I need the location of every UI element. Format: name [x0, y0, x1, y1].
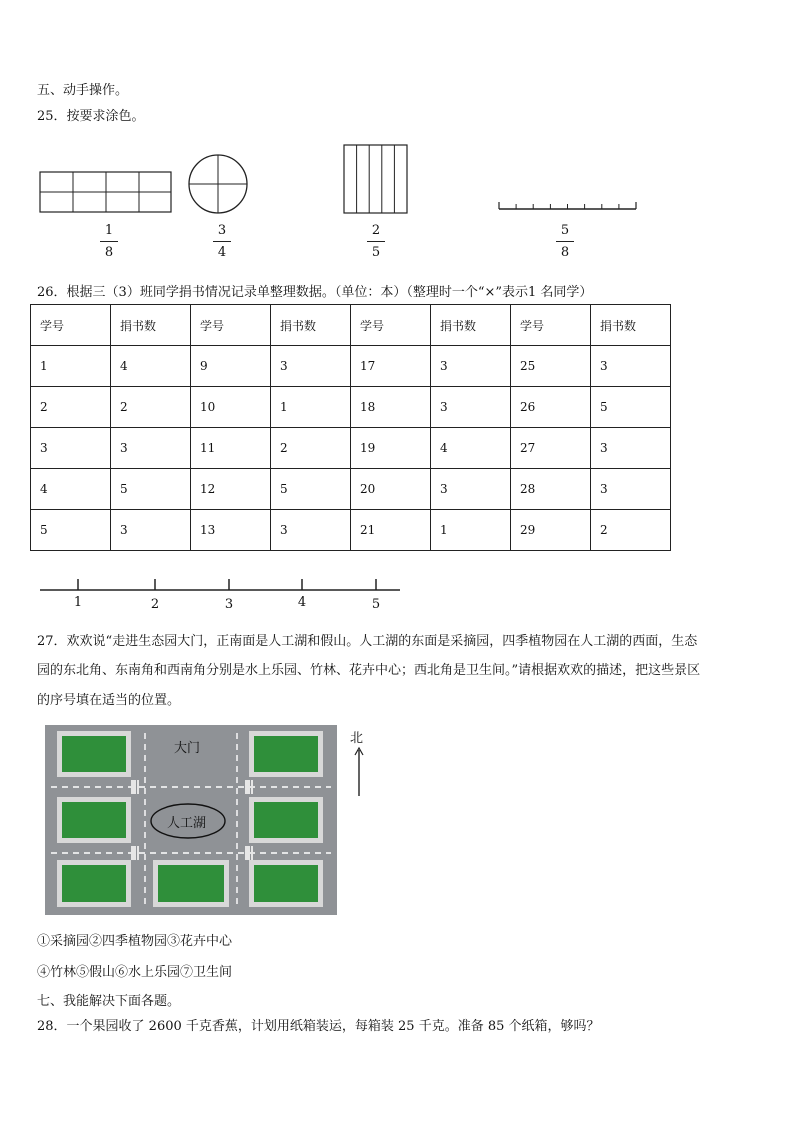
table-row — [31, 510, 671, 551]
green-block — [57, 860, 131, 907]
fraction-numerator: 5 — [560, 223, 570, 238]
table-row — [31, 346, 671, 387]
table-cell: 3 — [431, 387, 511, 428]
circle-quarters-shape — [187, 153, 249, 215]
green-block — [57, 731, 131, 777]
table-cell: 5 — [271, 469, 351, 510]
green-block — [153, 860, 229, 907]
green-block — [57, 797, 131, 843]
table-cell: 18 — [351, 387, 431, 428]
rectangle-fifths-shape — [342, 143, 410, 215]
fraction-numerator: 1 — [104, 223, 114, 238]
fraction-bar — [100, 241, 118, 242]
green-block — [249, 797, 323, 843]
table-cell: 21 — [351, 510, 431, 551]
question-26-text: 26．根据三（3）班同学捐书情况记录单整理数据。（单位：本）（整理时一个“×”表示1 名同学） — [37, 285, 593, 300]
legend-line-1: ①采摘园②四季植物园③花卉中心 — [37, 934, 233, 949]
table-cell: 13 — [191, 510, 271, 551]
fraction-two-fifths — [364, 222, 388, 261]
table-row — [31, 428, 671, 469]
header-cell: 学号 — [31, 305, 111, 346]
legend-line-2: ④竹林⑤假山⑥水上乐园⑦卫生间 — [37, 965, 233, 980]
table-cell: 4 — [431, 428, 511, 469]
number-line-label: 5 — [371, 597, 381, 612]
number-line-label: 4 — [297, 595, 307, 610]
table-cell: 29 — [511, 510, 591, 551]
header-cell: 捐书数 — [591, 305, 671, 346]
table-cell: 5 — [591, 387, 671, 428]
header-cell: 学号 — [511, 305, 591, 346]
section-7-title: 七、我能解决下面各题。 — [37, 994, 181, 1009]
north-arrow-icon — [353, 746, 365, 798]
table-cell: 3 — [271, 346, 351, 387]
question-25-text: 25．按要求涂色。 — [37, 109, 145, 124]
table-header-row — [31, 305, 671, 346]
map-gate-label: 大门 — [174, 741, 201, 756]
table-cell: 3 — [431, 346, 511, 387]
header-cell: 捐书数 — [271, 305, 351, 346]
table-cell: 27 — [511, 428, 591, 469]
table-cell: 3 — [111, 510, 191, 551]
fraction-one-eighth — [97, 222, 121, 261]
fraction-denominator: 4 — [217, 245, 227, 260]
number-line-label: 2 — [150, 597, 160, 612]
donation-records-table — [30, 304, 671, 551]
number-line-label: 3 — [224, 597, 234, 612]
table-cell: 2 — [271, 428, 351, 469]
table-cell: 2 — [111, 387, 191, 428]
table-cell: 2 — [31, 387, 111, 428]
header-cell: 捐书数 — [111, 305, 191, 346]
north-label: 北 — [350, 731, 364, 746]
table-cell: 11 — [191, 428, 271, 469]
number-line-label: 1 — [73, 595, 83, 610]
table-cell: 3 — [431, 469, 511, 510]
fraction-bar — [367, 241, 385, 242]
header-cell: 学号 — [191, 305, 271, 346]
table-cell: 3 — [111, 428, 191, 469]
table-cell: 12 — [191, 469, 271, 510]
table-cell: 25 — [511, 346, 591, 387]
table-cell: 3 — [591, 428, 671, 469]
fraction-bar — [213, 241, 231, 242]
header-cell: 学号 — [351, 305, 431, 346]
header-cell: 捐书数 — [431, 305, 511, 346]
table-cell: 3 — [591, 346, 671, 387]
table-cell: 5 — [31, 510, 111, 551]
table-cell: 1 — [31, 346, 111, 387]
question-27-line-2: 园的东北角、东南角和西南角分别是水上乐园、竹林、花卉中心；西北角是卫生间。”请根据欢欢的描述，把这些景区 — [37, 663, 701, 678]
fraction-numerator: 2 — [371, 223, 381, 238]
table-cell: 20 — [351, 469, 431, 510]
fraction-denominator: 5 — [371, 245, 381, 260]
table-cell: 26 — [511, 387, 591, 428]
map-lake-label: 人工湖 — [167, 816, 207, 831]
table-cell: 28 — [511, 469, 591, 510]
table-cell: 17 — [351, 346, 431, 387]
question-27-line-1: 27．欢欢说“走进生态园大门，正南面是人工湖和假山。人工湖的东面是采摘园，四季植物园在人工湖的西面，生态 — [37, 634, 698, 649]
table-cell: 4 — [31, 469, 111, 510]
table-cell: 9 — [191, 346, 271, 387]
table-cell: 3 — [31, 428, 111, 469]
table-row — [31, 469, 671, 510]
fraction-numerator: 3 — [217, 223, 227, 238]
fraction-bar — [556, 241, 574, 242]
number-line — [38, 574, 402, 594]
rectangle-eighths-shape — [39, 170, 173, 214]
section-5-title: 五、动手操作。 — [37, 83, 129, 98]
green-block — [249, 860, 323, 907]
table-cell: 2 — [591, 510, 671, 551]
segment-eighths-shape — [497, 198, 639, 214]
table-cell: 1 — [431, 510, 511, 551]
green-block — [249, 731, 323, 777]
fraction-denominator: 8 — [560, 245, 570, 260]
fraction-three-quarters — [210, 222, 234, 261]
table-cell: 3 — [271, 510, 351, 551]
table-cell: 10 — [191, 387, 271, 428]
table-cell: 5 — [111, 469, 191, 510]
table-cell: 4 — [111, 346, 191, 387]
fraction-denominator: 8 — [104, 245, 114, 260]
table-cell: 19 — [351, 428, 431, 469]
question-28-text: 28．一个果园收了 2600 千克香蕉，计划用纸箱装运，每箱装 25 千克。准备 85 个纸箱，够吗？ — [37, 1019, 600, 1034]
table-cell: 3 — [591, 469, 671, 510]
question-27-line-3: 的序号填在适当的位置。 — [37, 693, 181, 708]
table-row — [31, 387, 671, 428]
fraction-five-eighths — [553, 222, 577, 261]
table-cell: 1 — [271, 387, 351, 428]
